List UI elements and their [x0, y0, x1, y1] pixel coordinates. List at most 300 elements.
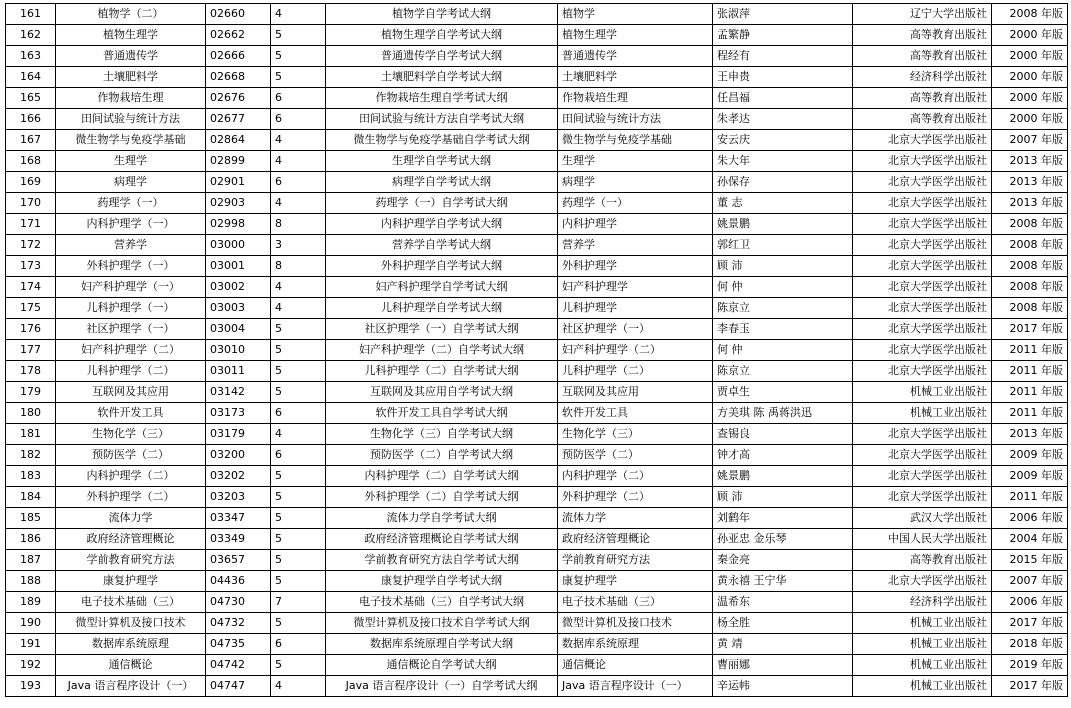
- cell-textbook: 康复护理学: [558, 571, 713, 592]
- cell-publisher: 高等教育出版社: [853, 25, 992, 46]
- cell-seq: 177: [6, 340, 56, 361]
- table-row: [6, 403, 1068, 424]
- cell-textbook: 社区护理学（一）: [558, 319, 713, 340]
- cell-edition: 2000 年版: [992, 25, 1068, 46]
- cell-seq: 189: [6, 592, 56, 613]
- cell-textbook: 微型计算机及接口技术: [558, 613, 713, 634]
- cell-syllabus: 内科护理学（二）自学考试大纲: [326, 466, 558, 487]
- cell-publisher: 北京大学医学出版社: [853, 214, 992, 235]
- cell-syllabus: 植物学自学考试大纲: [326, 4, 558, 25]
- cell-credits: 5: [271, 319, 326, 340]
- cell-author: 黄永禧 王宁华: [713, 571, 853, 592]
- cell-credits: 6: [271, 88, 326, 109]
- cell-course-code: 03203: [206, 487, 271, 508]
- cell-syllabus: 内科护理学自学考试大纲: [326, 214, 558, 235]
- table-row: [6, 67, 1068, 88]
- table-row: [6, 4, 1068, 25]
- cell-course-name: 土壤肥料学: [56, 67, 206, 88]
- cell-seq: 190: [6, 613, 56, 634]
- cell-credits: 6: [271, 172, 326, 193]
- cell-course-name: 数据库系统原理: [56, 634, 206, 655]
- cell-seq: 186: [6, 529, 56, 550]
- cell-syllabus: 生物化学（三）自学考试大纲: [326, 424, 558, 445]
- cell-course-name: 外科护理学（二）: [56, 487, 206, 508]
- cell-seq: 179: [6, 382, 56, 403]
- cell-course-name: 营养学: [56, 235, 206, 256]
- cell-credits: 4: [271, 298, 326, 319]
- table-row: [6, 382, 1068, 403]
- cell-credits: 5: [271, 382, 326, 403]
- table-row: [6, 235, 1068, 256]
- table-body: [6, 4, 1068, 697]
- cell-textbook: 儿科护理学: [558, 298, 713, 319]
- cell-publisher: 机械工业出版社: [853, 655, 992, 676]
- cell-textbook: 政府经济管理概论: [558, 529, 713, 550]
- cell-syllabus: 软件开发工具自学考试大纲: [326, 403, 558, 424]
- cell-credits: 5: [271, 550, 326, 571]
- cell-course-name: 康复护理学: [56, 571, 206, 592]
- cell-credits: 4: [271, 193, 326, 214]
- cell-course-code: 03002: [206, 277, 271, 298]
- cell-credits: 5: [271, 361, 326, 382]
- cell-edition: 2009 年版: [992, 445, 1068, 466]
- cell-credits: 4: [271, 4, 326, 25]
- cell-course-code: 02901: [206, 172, 271, 193]
- cell-author: 王申贵: [713, 67, 853, 88]
- cell-seq: 185: [6, 508, 56, 529]
- cell-credits: 5: [271, 655, 326, 676]
- cell-seq: 188: [6, 571, 56, 592]
- cell-syllabus: 流体力学自学考试大纲: [326, 508, 558, 529]
- cell-seq: 165: [6, 88, 56, 109]
- cell-syllabus: 田间试验与统计方法自学考试大纲: [326, 109, 558, 130]
- cell-author: 张淑萍: [713, 4, 853, 25]
- cell-syllabus: 植物生理学自学考试大纲: [326, 25, 558, 46]
- cell-author: 安云庆: [713, 130, 853, 151]
- cell-publisher: 机械工业出版社: [853, 613, 992, 634]
- cell-credits: 8: [271, 256, 326, 277]
- cell-edition: 2017 年版: [992, 613, 1068, 634]
- cell-publisher: 北京大学医学出版社: [853, 277, 992, 298]
- cell-publisher: 经济科学出版社: [853, 67, 992, 88]
- cell-course-name: 植物生理学: [56, 25, 206, 46]
- cell-credits: 5: [271, 508, 326, 529]
- cell-author: 朱孝达: [713, 109, 853, 130]
- cell-textbook: 妇产科护理学（二）: [558, 340, 713, 361]
- table-row: [6, 130, 1068, 151]
- cell-seq: 167: [6, 130, 56, 151]
- cell-course-name: 互联网及其应用: [56, 382, 206, 403]
- cell-publisher: 高等教育出版社: [853, 46, 992, 67]
- cell-edition: 2017 年版: [992, 319, 1068, 340]
- cell-edition: 2006 年版: [992, 592, 1068, 613]
- cell-course-code: 02668: [206, 67, 271, 88]
- cell-author: 何 仲: [713, 340, 853, 361]
- cell-syllabus: 作物栽培生理自学考试大纲: [326, 88, 558, 109]
- cell-course-name: 社区护理学（一）: [56, 319, 206, 340]
- cell-course-code: 04735: [206, 634, 271, 655]
- table-row: [6, 319, 1068, 340]
- cell-publisher: 北京大学医学出版社: [853, 466, 992, 487]
- cell-author: 秦金亮: [713, 550, 853, 571]
- cell-seq: 174: [6, 277, 56, 298]
- cell-publisher: 北京大学医学出版社: [853, 172, 992, 193]
- table-row: [6, 151, 1068, 172]
- cell-author: 朱大年: [713, 151, 853, 172]
- cell-credits: 6: [271, 445, 326, 466]
- cell-author: 温希东: [713, 592, 853, 613]
- cell-publisher: 机械工业出版社: [853, 403, 992, 424]
- table-row: [6, 466, 1068, 487]
- cell-seq: 173: [6, 256, 56, 277]
- cell-edition: 2013 年版: [992, 424, 1068, 445]
- table-row: [6, 424, 1068, 445]
- cell-course-name: 预防医学（二）: [56, 445, 206, 466]
- cell-course-code: 03000: [206, 235, 271, 256]
- cell-syllabus: 生理学自学考试大纲: [326, 151, 558, 172]
- cell-edition: 2008 年版: [992, 256, 1068, 277]
- cell-seq: 169: [6, 172, 56, 193]
- cell-syllabus: 外科护理学（二）自学考试大纲: [326, 487, 558, 508]
- cell-course-code: 03011: [206, 361, 271, 382]
- cell-author: 顾 沛: [713, 487, 853, 508]
- table-row: [6, 571, 1068, 592]
- cell-textbook: 外科护理学: [558, 256, 713, 277]
- cell-course-name: 微型计算机及接口技术: [56, 613, 206, 634]
- cell-author: 任昌福: [713, 88, 853, 109]
- cell-textbook: 植物学: [558, 4, 713, 25]
- table-row: [6, 508, 1068, 529]
- cell-seq: 163: [6, 46, 56, 67]
- cell-course-code: 03142: [206, 382, 271, 403]
- cell-seq: 183: [6, 466, 56, 487]
- cell-textbook: 微生物学与免疫学基础: [558, 130, 713, 151]
- cell-publisher: 高等教育出版社: [853, 109, 992, 130]
- cell-textbook: 植物生理学: [558, 25, 713, 46]
- cell-textbook: 通信概论: [558, 655, 713, 676]
- cell-course-code: 02864: [206, 130, 271, 151]
- cell-course-code: 02998: [206, 214, 271, 235]
- cell-course-code: 03349: [206, 529, 271, 550]
- cell-credits: 5: [271, 571, 326, 592]
- cell-course-code: 03200: [206, 445, 271, 466]
- cell-course-code: 04436: [206, 571, 271, 592]
- cell-publisher: 北京大学医学出版社: [853, 151, 992, 172]
- cell-edition: 2000 年版: [992, 88, 1068, 109]
- cell-seq: 180: [6, 403, 56, 424]
- cell-author: 方美琪 陈 禹蒋洪迅: [713, 403, 853, 424]
- cell-course-code: 04747: [206, 676, 271, 697]
- cell-course-name: 内科护理学（二）: [56, 466, 206, 487]
- cell-textbook: 作物栽培生理: [558, 88, 713, 109]
- cell-course-code: 02903: [206, 193, 271, 214]
- cell-seq: 181: [6, 424, 56, 445]
- cell-course-code: 02662: [206, 25, 271, 46]
- cell-course-name: 通信概论: [56, 655, 206, 676]
- cell-course-code: 03004: [206, 319, 271, 340]
- table-row: [6, 46, 1068, 67]
- cell-credits: 5: [271, 529, 326, 550]
- cell-course-name: 妇产科护理学（二）: [56, 340, 206, 361]
- cell-textbook: 学前教育研究方法: [558, 550, 713, 571]
- cell-edition: 2015 年版: [992, 550, 1068, 571]
- table-row: [6, 214, 1068, 235]
- cell-author: 杨全胜: [713, 613, 853, 634]
- cell-seq: 182: [6, 445, 56, 466]
- cell-author: 刘鹤年: [713, 508, 853, 529]
- cell-author: 查锡良: [713, 424, 853, 445]
- cell-author: 孟繁静: [713, 25, 853, 46]
- cell-seq: 168: [6, 151, 56, 172]
- cell-syllabus: 预防医学（二）自学考试大纲: [326, 445, 558, 466]
- cell-course-name: 普通遗传学: [56, 46, 206, 67]
- cell-publisher: 北京大学医学出版社: [853, 130, 992, 151]
- cell-course-code: 03657: [206, 550, 271, 571]
- cell-seq: 187: [6, 550, 56, 571]
- cell-author: 程经有: [713, 46, 853, 67]
- cell-course-code: 02677: [206, 109, 271, 130]
- cell-syllabus: 微生物学与免疫学基础自学考试大纲: [326, 130, 558, 151]
- table-row: [6, 634, 1068, 655]
- cell-textbook: 预防医学（二）: [558, 445, 713, 466]
- cell-credits: 4: [271, 676, 326, 697]
- cell-edition: 2011 年版: [992, 382, 1068, 403]
- cell-edition: 2008 年版: [992, 214, 1068, 235]
- cell-syllabus: 营养学自学考试大纲: [326, 235, 558, 256]
- cell-credits: 5: [271, 613, 326, 634]
- cell-course-name: 田间试验与统计方法: [56, 109, 206, 130]
- cell-publisher: 北京大学医学出版社: [853, 340, 992, 361]
- cell-course-code: 03010: [206, 340, 271, 361]
- cell-seq: 166: [6, 109, 56, 130]
- cell-edition: 2017 年版: [992, 676, 1068, 697]
- cell-publisher: 北京大学医学出版社: [853, 319, 992, 340]
- cell-course-code: 03173: [206, 403, 271, 424]
- cell-author: 陈京立: [713, 298, 853, 319]
- cell-publisher: 武汉大学出版社: [853, 508, 992, 529]
- cell-textbook: 生物化学（三）: [558, 424, 713, 445]
- cell-syllabus: 康复护理学自学考试大纲: [326, 571, 558, 592]
- cell-edition: 2013 年版: [992, 151, 1068, 172]
- cell-syllabus: Java 语言程序设计（一）自学考试大纲: [326, 676, 558, 697]
- cell-publisher: 高等教育出版社: [853, 550, 992, 571]
- cell-credits: 6: [271, 403, 326, 424]
- cell-credits: 5: [271, 46, 326, 67]
- cell-publisher: 经济科学出版社: [853, 592, 992, 613]
- table-row: [6, 592, 1068, 613]
- cell-course-name: Java 语言程序设计（一）: [56, 676, 206, 697]
- cell-edition: 2013 年版: [992, 193, 1068, 214]
- cell-author: 郭红卫: [713, 235, 853, 256]
- table-row: [6, 193, 1068, 214]
- cell-course-code: 03001: [206, 256, 271, 277]
- cell-textbook: 内科护理学（二）: [558, 466, 713, 487]
- cell-course-code: 03179: [206, 424, 271, 445]
- cell-textbook: 软件开发工具: [558, 403, 713, 424]
- cell-publisher: 北京大学医学出版社: [853, 487, 992, 508]
- cell-credits: 7: [271, 592, 326, 613]
- cell-course-name: 儿科护理学（二）: [56, 361, 206, 382]
- table-row: [6, 445, 1068, 466]
- cell-course-code: 02899: [206, 151, 271, 172]
- cell-author: 董 志: [713, 193, 853, 214]
- cell-author: 黄 靖: [713, 634, 853, 655]
- cell-seq: 162: [6, 25, 56, 46]
- cell-seq: 170: [6, 193, 56, 214]
- cell-credits: 4: [271, 277, 326, 298]
- cell-edition: 2011 年版: [992, 361, 1068, 382]
- cell-edition: 2008 年版: [992, 277, 1068, 298]
- cell-textbook: 内科护理学: [558, 214, 713, 235]
- cell-credits: 3: [271, 235, 326, 256]
- cell-author: 辛运帏: [713, 676, 853, 697]
- cell-textbook: 儿科护理学（二）: [558, 361, 713, 382]
- cell-textbook: 妇产科护理学: [558, 277, 713, 298]
- cell-course-code: 04730: [206, 592, 271, 613]
- cell-textbook: 互联网及其应用: [558, 382, 713, 403]
- table-row: [6, 88, 1068, 109]
- cell-credits: 5: [271, 25, 326, 46]
- cell-syllabus: 政府经济管理概论自学考试大纲: [326, 529, 558, 550]
- table-row: [6, 655, 1068, 676]
- cell-syllabus: 互联网及其应用自学考试大纲: [326, 382, 558, 403]
- table-row: [6, 361, 1068, 382]
- table-row: [6, 676, 1068, 697]
- cell-course-name: 药理学（一）: [56, 193, 206, 214]
- course-textbook-table: [5, 3, 1068, 697]
- table-row: [6, 550, 1068, 571]
- cell-syllabus: 学前教育研究方法自学考试大纲: [326, 550, 558, 571]
- cell-publisher: 北京大学医学出版社: [853, 256, 992, 277]
- cell-publisher: 北京大学医学出版社: [853, 361, 992, 382]
- cell-course-name: 生理学: [56, 151, 206, 172]
- cell-edition: 2000 年版: [992, 46, 1068, 67]
- table-row: [6, 25, 1068, 46]
- cell-author: 顾 沛: [713, 256, 853, 277]
- cell-edition: 2006 年版: [992, 508, 1068, 529]
- cell-textbook: 营养学: [558, 235, 713, 256]
- cell-publisher: 北京大学医学出版社: [853, 445, 992, 466]
- cell-author: 何 仲: [713, 277, 853, 298]
- cell-seq: 175: [6, 298, 56, 319]
- cell-syllabus: 妇产科护理学（二）自学考试大纲: [326, 340, 558, 361]
- cell-credits: 8: [271, 214, 326, 235]
- cell-publisher: 中国人民大学出版社: [853, 529, 992, 550]
- cell-course-name: 作物栽培生理: [56, 88, 206, 109]
- cell-course-name: 儿科护理学（一）: [56, 298, 206, 319]
- cell-credits: 5: [271, 466, 326, 487]
- cell-textbook: 田间试验与统计方法: [558, 109, 713, 130]
- cell-textbook: 药理学（一）: [558, 193, 713, 214]
- cell-course-name: 妇产科护理学（一）: [56, 277, 206, 298]
- cell-credits: 4: [271, 424, 326, 445]
- cell-course-name: 病理学: [56, 172, 206, 193]
- cell-course-code: 02676: [206, 88, 271, 109]
- cell-course-name: 软件开发工具: [56, 403, 206, 424]
- cell-edition: 2000 年版: [992, 109, 1068, 130]
- cell-edition: 2018 年版: [992, 634, 1068, 655]
- cell-edition: 2004 年版: [992, 529, 1068, 550]
- table-row: [6, 172, 1068, 193]
- table-row: [6, 109, 1068, 130]
- cell-course-name: 电子技术基础（三）: [56, 592, 206, 613]
- cell-publisher: 机械工业出版社: [853, 634, 992, 655]
- cell-syllabus: 通信概论自学考试大纲: [326, 655, 558, 676]
- cell-credits: 5: [271, 67, 326, 88]
- cell-course-name: 植物学（二）: [56, 4, 206, 25]
- cell-publisher: 机械工业出版社: [853, 382, 992, 403]
- cell-course-name: 外科护理学（一）: [56, 256, 206, 277]
- cell-textbook: 生理学: [558, 151, 713, 172]
- cell-syllabus: 电子技术基础（三）自学考试大纲: [326, 592, 558, 613]
- cell-seq: 191: [6, 634, 56, 655]
- cell-author: 孙亚忠 金乐琴: [713, 529, 853, 550]
- cell-author: 李春玉: [713, 319, 853, 340]
- cell-syllabus: 儿科护理学（二）自学考试大纲: [326, 361, 558, 382]
- cell-course-code: 03347: [206, 508, 271, 529]
- cell-textbook: 普通遗传学: [558, 46, 713, 67]
- cell-edition: 2007 年版: [992, 130, 1068, 151]
- cell-textbook: 外科护理学（二）: [558, 487, 713, 508]
- cell-course-name: 微生物学与免疫学基础: [56, 130, 206, 151]
- cell-course-code: 03202: [206, 466, 271, 487]
- cell-author: 陈京立: [713, 361, 853, 382]
- cell-course-name: 内科护理学（一）: [56, 214, 206, 235]
- cell-author: 贾卓生: [713, 382, 853, 403]
- cell-author: 姚景鹏: [713, 214, 853, 235]
- cell-syllabus: 儿科护理学自学考试大纲: [326, 298, 558, 319]
- cell-publisher: 北京大学医学出版社: [853, 193, 992, 214]
- cell-publisher: 机械工业出版社: [853, 676, 992, 697]
- cell-seq: 178: [6, 361, 56, 382]
- cell-edition: 2009 年版: [992, 466, 1068, 487]
- cell-syllabus: 病理学自学考试大纲: [326, 172, 558, 193]
- cell-seq: 192: [6, 655, 56, 676]
- cell-textbook: 数据库系统原理: [558, 634, 713, 655]
- cell-textbook: 流体力学: [558, 508, 713, 529]
- table-row: [6, 340, 1068, 361]
- cell-publisher: 北京大学医学出版社: [853, 235, 992, 256]
- cell-seq: 161: [6, 4, 56, 25]
- cell-edition: 2008 年版: [992, 4, 1068, 25]
- cell-author: 钟才高: [713, 445, 853, 466]
- cell-author: 曹丽娜: [713, 655, 853, 676]
- cell-seq: 193: [6, 676, 56, 697]
- table-row: [6, 277, 1068, 298]
- cell-syllabus: 数据库系统原理自学考试大纲: [326, 634, 558, 655]
- cell-credits: 5: [271, 487, 326, 508]
- cell-author: 孙保存: [713, 172, 853, 193]
- cell-edition: 2019 年版: [992, 655, 1068, 676]
- cell-course-code: 02660: [206, 4, 271, 25]
- cell-course-name: 政府经济管理概论: [56, 529, 206, 550]
- cell-seq: 171: [6, 214, 56, 235]
- table-row: [6, 256, 1068, 277]
- cell-edition: 2000 年版: [992, 67, 1068, 88]
- cell-edition: 2013 年版: [992, 172, 1068, 193]
- cell-publisher: 北京大学医学出版社: [853, 424, 992, 445]
- cell-course-name: 学前教育研究方法: [56, 550, 206, 571]
- cell-textbook: 电子技术基础（三）: [558, 592, 713, 613]
- cell-credits: 6: [271, 109, 326, 130]
- cell-syllabus: 社区护理学（一）自学考试大纲: [326, 319, 558, 340]
- cell-publisher: 高等教育出版社: [853, 88, 992, 109]
- cell-edition: 2011 年版: [992, 403, 1068, 424]
- cell-seq: 172: [6, 235, 56, 256]
- cell-syllabus: 妇产科护理学自学考试大纲: [326, 277, 558, 298]
- table-row: [6, 613, 1068, 634]
- cell-syllabus: 土壤肥料学自学考试大纲: [326, 67, 558, 88]
